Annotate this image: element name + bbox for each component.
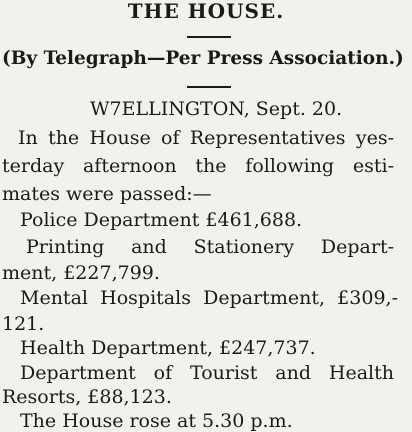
body-line-8: 121. [2, 313, 45, 335]
body-line-11: Resorts, £88,123. [2, 386, 172, 408]
body-line-3: mates were passed:— [2, 183, 212, 205]
byline-rule [187, 86, 231, 88]
article-title: THE HOUSE. [127, 0, 285, 23]
body-line-4: Police Department £461,688. [20, 209, 303, 231]
body-line-10: Department of Tourist and Health [20, 362, 394, 384]
body-line-2: terday afternoon the following esti- [2, 155, 394, 177]
article-byline: (By Telegraph—Per Press Association.) [2, 48, 404, 69]
body-line-1: In the House of Representatives yes- [18, 127, 394, 149]
body-line-12: The House rose at 5.30 p.m. [20, 410, 293, 432]
body-line-7: Mental Hospitals Department, £309,- [20, 287, 398, 309]
body-line-6: ment, £227,799. [2, 262, 160, 284]
article-dateline: W7ELLINGTON, Sept. 20. [90, 98, 343, 120]
body-line-5: Printing and Stationery Depart- [26, 236, 394, 258]
body-line-9: Health Department, £247,737. [20, 337, 316, 359]
title-rule [187, 36, 231, 38]
